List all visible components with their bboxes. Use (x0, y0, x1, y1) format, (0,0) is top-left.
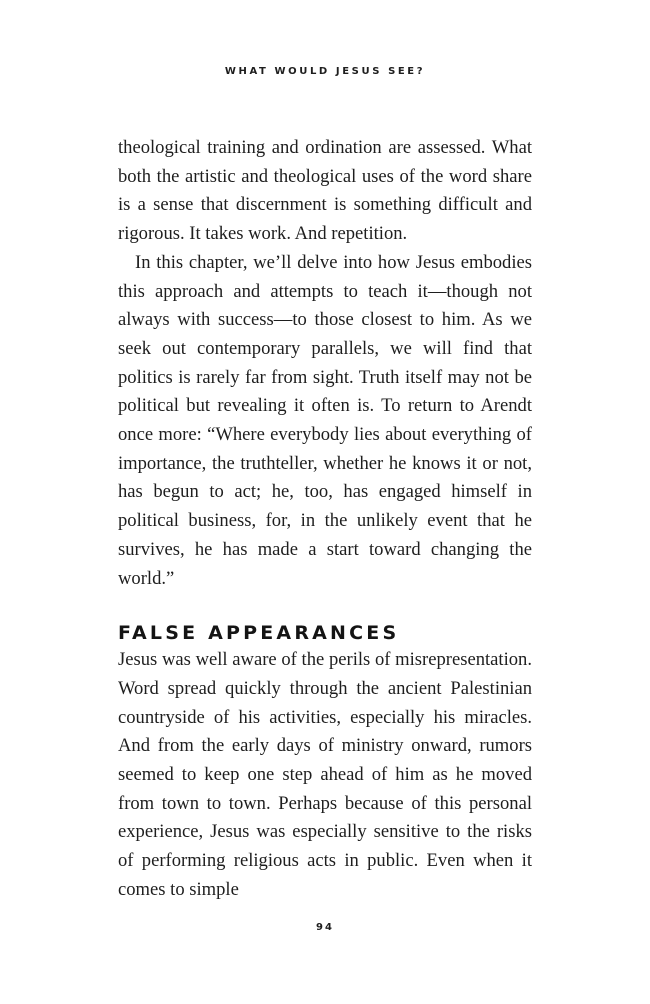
body-text (118, 134, 532, 905)
section-heading: FALSE APPEARANCES (118, 622, 400, 645)
paragraph-3: Jesus was well aware of the perils of misrepresentation. Word spread quickly through the ancient Palestinian countryside of his activities, especially his miracles. And from the early days of ministry onward, rumors seemed to keep one step ahead of him as he moved from town to town. Perhaps because of this personal experience, Jesus was especially sensitive to the risks of performing religious acts in public. Even when it comes to simple (118, 649, 532, 900)
page-number: 94 (316, 922, 334, 933)
paragraph-1: theological training and ordination are assessed. What both the artistic and theological uses of the word share is a sense that discernment is something difficult and rigorous. It takes work. And repetition. (118, 137, 532, 245)
paragraph-2: In this chapter, we’ll delve into how Jesus embodies this approach and attempts to teach it—though not always with success—to those closest to him. As we seek out contemporary parallels, we will find that politics is rarely far from sight. Truth itself may not be political but revealing it often is. To return to Arendt once more: “Where everybody lies about everything of importance, the truthteller, whether he knows it or not, has begun to act; he, too, has engaged himself in political business, for, in the unlikely event that he survives, he has made a start toward changing the world.” (118, 251, 532, 589)
running-head: WHAT WOULD JESUS SEE? (224, 66, 426, 77)
